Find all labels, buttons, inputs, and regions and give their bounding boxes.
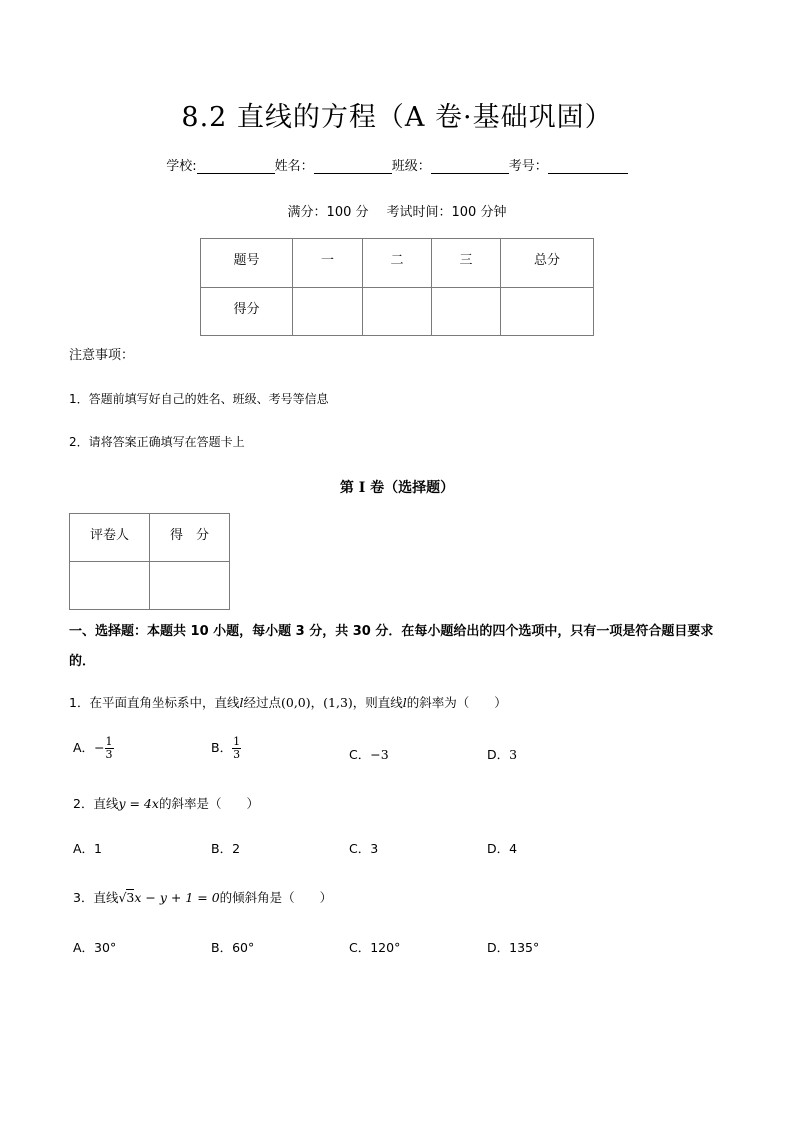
option-label: C． xyxy=(349,747,371,762)
score-table-header-row xyxy=(201,239,594,288)
score-row-label: 得分 xyxy=(201,288,293,336)
option-value: 3 xyxy=(509,747,518,762)
option-value: −3 xyxy=(370,747,389,762)
option-d[interactable]: D．4 xyxy=(487,841,518,856)
fraction xyxy=(232,736,241,761)
part-heading: 一、选择题：本题共 10 小题，每小题 3 分，共 30 分．在每小题给出的四个选项中，只有一项是符合题目要求的． xyxy=(69,624,714,669)
class-blank[interactable] xyxy=(431,159,509,174)
fraction xyxy=(105,736,114,761)
score-header-cell: 一 xyxy=(293,239,363,288)
class-label: 班级： xyxy=(391,159,431,174)
grader-header-cell: 评卷人 xyxy=(70,514,150,562)
page-title: 8.2 直线的方程（A 卷·基础巩固） xyxy=(181,102,613,133)
score-cell[interactable] xyxy=(501,288,594,336)
grader-table xyxy=(69,513,230,610)
grader-table-header-row xyxy=(70,514,230,562)
section-title: 第 I 卷（选择题） xyxy=(339,480,455,496)
option-d[interactable] xyxy=(487,745,517,763)
school-blank[interactable] xyxy=(197,159,275,174)
fraction-denominator: 3 xyxy=(105,748,113,761)
question-text: 经过点 xyxy=(243,695,281,710)
option-b[interactable]: B．60° xyxy=(211,940,255,955)
option-label: D． xyxy=(487,747,510,762)
exam-time: 考试时间：100 分钟 xyxy=(386,205,507,220)
question-text: 2．直线 xyxy=(73,796,119,811)
question-text: 3．直线 xyxy=(73,890,119,905)
grader-header-cell: 得 分 xyxy=(150,514,230,562)
math-point: (0,0) xyxy=(280,695,311,710)
full-score: 满分：100 分 xyxy=(287,205,369,220)
score-header-cell: 题号 xyxy=(201,239,293,288)
grader-cell[interactable] xyxy=(70,562,150,610)
math-expression: x − y + 1 = 0 xyxy=(134,890,220,905)
option-c[interactable]: C．120° xyxy=(349,940,401,955)
question-text: 1．在平面直角坐标系中，直线 xyxy=(69,695,240,710)
score-header-cell: 总分 xyxy=(501,239,594,288)
question-text: 的倾斜角是（ ） xyxy=(219,890,333,905)
option-d[interactable]: D．135° xyxy=(487,940,540,955)
school-label: 学校: xyxy=(166,159,197,174)
minus-sign: − xyxy=(94,740,105,755)
option-c[interactable] xyxy=(349,745,389,763)
option-c[interactable]: C．3 xyxy=(349,841,379,856)
question-3 xyxy=(73,888,332,906)
math-point: (1,3) xyxy=(323,695,353,710)
math-var: l xyxy=(402,695,407,710)
score-table xyxy=(200,238,594,336)
grader-cell[interactable] xyxy=(150,562,230,610)
question-2 xyxy=(73,794,259,812)
radicand: 3 xyxy=(126,890,135,905)
score-cell[interactable] xyxy=(293,288,363,336)
student-info-line xyxy=(0,155,794,174)
note-item: 2．请将答案正确填写在答题卡上 xyxy=(69,435,245,449)
name-label: 姓名： xyxy=(274,159,314,174)
fraction-numerator: 1 xyxy=(233,735,241,748)
math-expression: y = 4x xyxy=(118,796,159,811)
question-text: ，则直线 xyxy=(352,695,403,710)
exam-meta xyxy=(0,201,794,220)
fraction-numerator: 1 xyxy=(105,735,113,748)
name-blank[interactable] xyxy=(314,159,392,174)
option-label: B． xyxy=(211,740,233,755)
question-text: 的斜率是（ ） xyxy=(158,796,259,811)
score-header-cell: 三 xyxy=(432,239,501,288)
option-b[interactable] xyxy=(211,736,241,761)
notes-heading: 注意事项： xyxy=(69,348,135,363)
option-a[interactable]: A．1 xyxy=(73,841,103,856)
option-b[interactable]: B．2 xyxy=(211,841,241,856)
option-a[interactable] xyxy=(73,736,114,761)
question-text: 的斜率为（ ） xyxy=(406,695,507,710)
score-table-row xyxy=(201,288,594,336)
question-text: ， xyxy=(310,695,324,710)
exam-number-blank[interactable] xyxy=(548,159,628,174)
score-header-cell: 二 xyxy=(363,239,432,288)
square-root: √3 xyxy=(118,890,135,905)
score-cell[interactable] xyxy=(432,288,501,336)
score-cell[interactable] xyxy=(363,288,432,336)
fraction-denominator: 3 xyxy=(233,748,241,761)
exam-number-label: 考号： xyxy=(508,159,548,174)
note-item: 1．答题前填写好自己的姓名、班级、考号等信息 xyxy=(69,392,329,406)
math-var: l xyxy=(239,695,244,710)
option-label: A． xyxy=(73,740,95,755)
question-1 xyxy=(69,693,507,711)
grader-table-row xyxy=(70,562,230,610)
option-a[interactable]: A．30° xyxy=(73,940,117,955)
